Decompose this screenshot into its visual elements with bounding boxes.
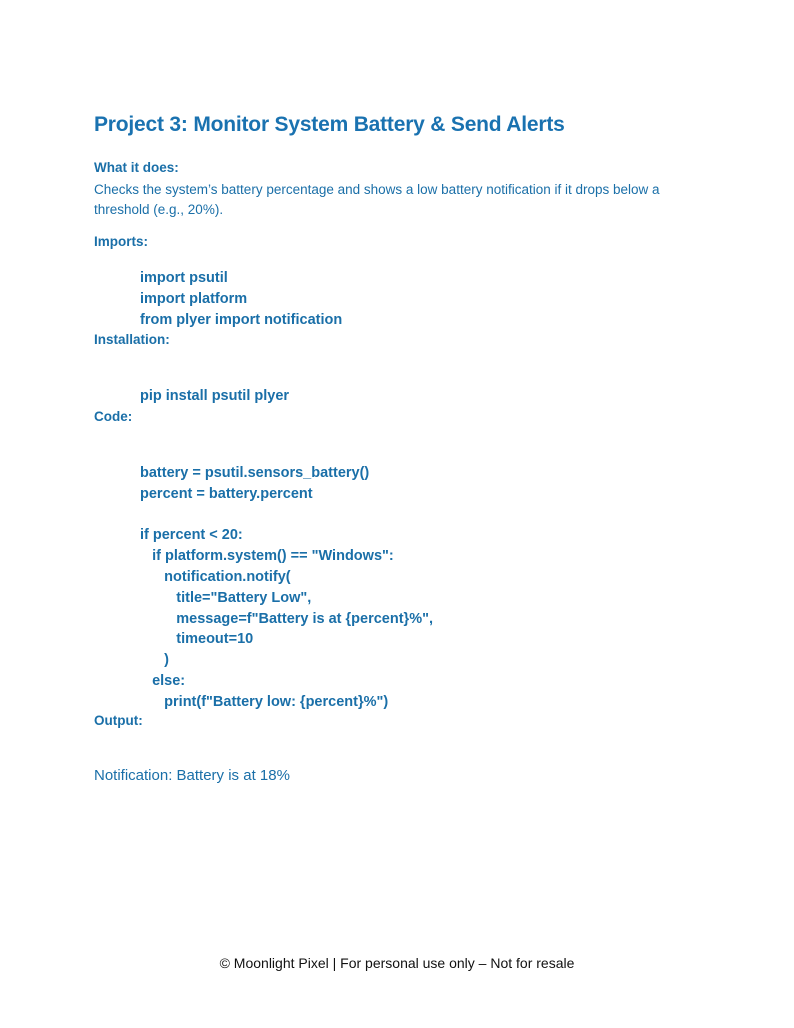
code-line: title="Battery Low", — [140, 589, 312, 606]
code-line: if percent < 20: — [140, 527, 243, 544]
code-line: percent = battery.percent — [140, 485, 313, 502]
installation-label: Installation: — [94, 332, 170, 347]
installation-code-block — [140, 386, 289, 407]
code-line: import platform — [140, 290, 248, 307]
code-line: notification.notify( — [140, 568, 291, 585]
what-it-does-label: What it does: — [94, 160, 179, 175]
code-label: Code: — [94, 409, 133, 424]
code-line: import psutil — [140, 270, 228, 286]
code-line: if platform.system() == "Windows": — [140, 548, 394, 565]
footer-copyright: © Moonlight Pixel | For personal use only – Not for resale — [219, 955, 575, 971]
imports-code-block — [140, 268, 342, 330]
output-label: Output: — [94, 713, 143, 728]
code-line: else: — [140, 672, 186, 689]
what-it-does-description: Checks the system’s battery percentage and shows a low battery notification if it drops below a threshold (e.g., 20%). — [94, 182, 660, 217]
code-line: pip install psutil plyer — [140, 388, 290, 404]
code-line: message=f"Battery is at {percent}%", — [140, 610, 433, 627]
main-code-block — [140, 463, 433, 713]
code-line: battery = psutil.sensors_battery() — [140, 465, 370, 481]
code-line: from plyer import notification — [140, 311, 343, 328]
code-line: print(f"Battery low: {percent}%") — [140, 693, 389, 710]
page-title: Project 3: Monitor System Battery & Send Alerts — [94, 113, 565, 136]
code-line — [140, 505, 433, 526]
code-line: timeout=10 — [140, 631, 254, 648]
output-text: Notification: Battery is at 18% — [94, 767, 290, 784]
imports-label: Imports: — [94, 234, 148, 249]
code-line: ) — [140, 652, 169, 669]
